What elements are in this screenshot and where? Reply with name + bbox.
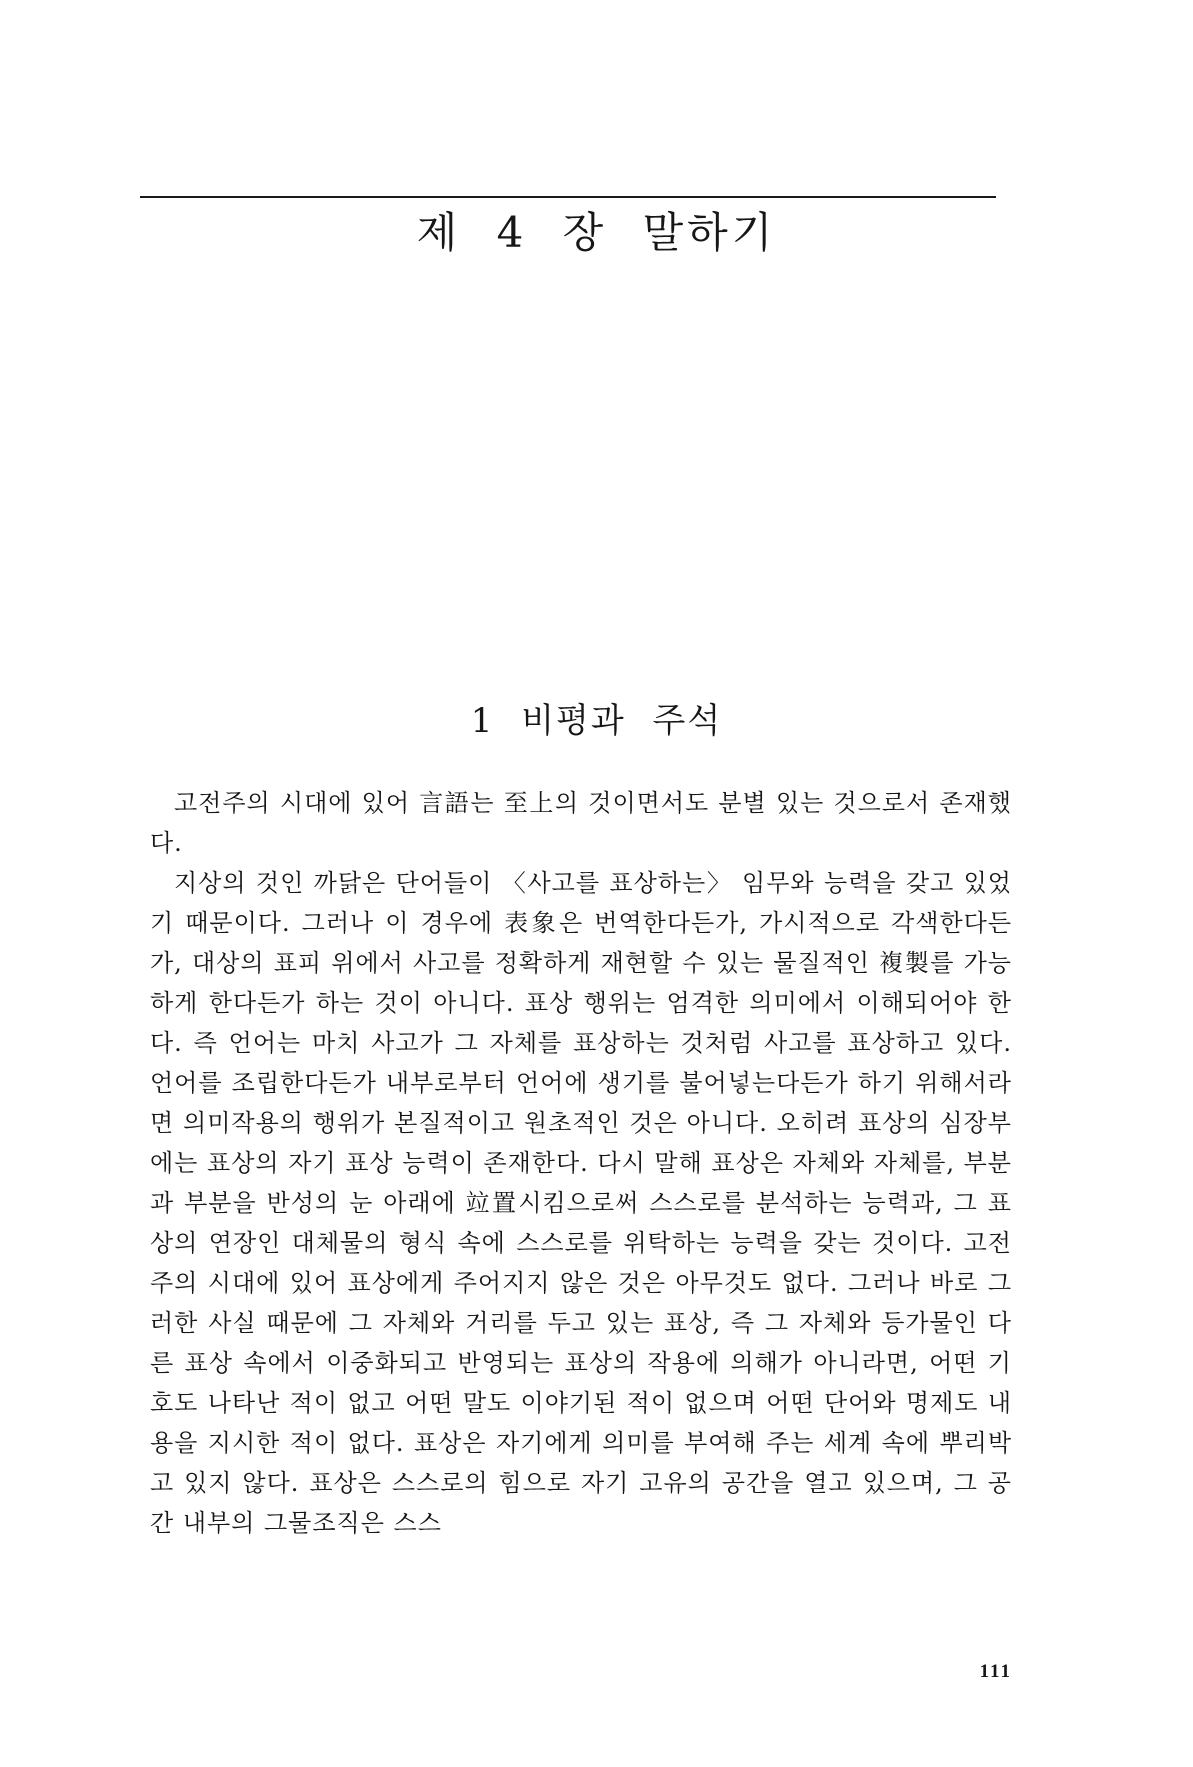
body-text [150, 783, 1012, 1543]
chapter-divider-rule [140, 196, 996, 198]
section-title: 1 비평과 주석 [470, 701, 723, 741]
chapter-title: 제 4 장 말하기 [416, 208, 777, 257]
page-number: 111 [979, 1661, 1012, 1682]
paragraph: 지상의 것인 까닭은 단어들이 〈사고를 표상하는〉 임무와 능력을 갖고 있었기 때문이다. 그러나 이 경우에 表象은 번역한다든가, 가시적으로 각색한다든가, 대상의 표피 위에서 사고를 정확하게 재현할 수 있는 물질적인 複製를 가능하게 한다든가 하는 것이 아니다. 표상 행위는 엄격한 의미에서 이해되어야 한다. 즉 언어는 마치 사고가 그 자체를 표상하는 것처럼 사고를 표상하고 있다. 언어를 조립한다든가 내부로부터 언어에 생기를 불어넣는다든가 하기 위해서라면 의미작용의 행위가 본질적이고 원초적인 것은 아니다. 오히려 표상의 심장부에는 표상의 자기 표상 능력이 존재한다. 다시 말해 표상은 자체와 자체를, 부분과 부분을 반성의 눈 아래에 竝置시킴으로써 스스로를 분석하는 능력과, 그 표상의 연장인 대체물의 형식 속에 스스로를 위탁하는 능력을 갖는 것이다. 고전주의 시대에 있어 표상에게 주어지지 않은 것은 아무것도 없다. 그러나 바로 그러한 사실 때문에 그 자체와 거리를 두고 있는 표상, 즉 그 자체와 등가물인 다른 표상 속에서 이중화되고 반영되는 표상의 작용에 의해가 아니라면, 어떤 기호도 나타난 적이 없고 어떤 말도 이야기된 적이 없으며 어떤 단어와 명제도 내용을 지시한 적이 없다. 표상은 자기에게 의미를 부여해 주는 세계 속에 뿌리박고 있지 않다. 표상은 스스로의 힘으로 자기 고유의 공간을 열고 있으며, 그 공간 내부의 그물조직은 스스 [150, 869, 1012, 1537]
paragraph: 고전주의 시대에 있어 言語는 至上의 것이면서도 분별 있는 것으로서 존재했다. [150, 789, 1012, 857]
